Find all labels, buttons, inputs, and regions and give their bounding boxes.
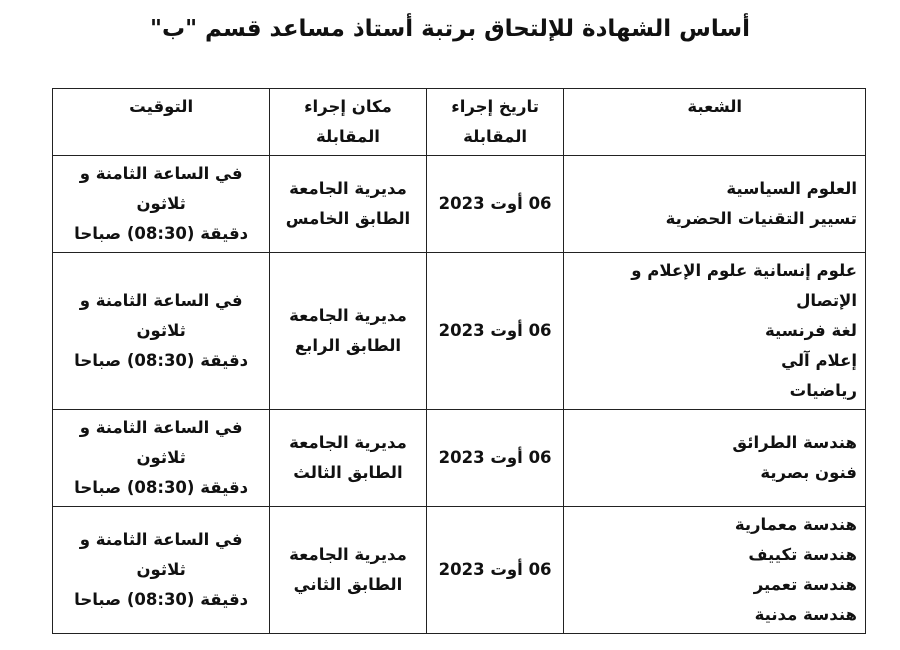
cell-branch-line: هندسة مدنية <box>754 605 857 624</box>
table-header-row <box>53 89 866 156</box>
cell-time <box>53 156 270 253</box>
cell-date: 06 أوت 2023 <box>426 507 564 634</box>
cell-branch-line: هندسة تكييف <box>748 545 857 564</box>
cell-time-line: في الساعة الثامنة و ثلاثون <box>79 530 243 579</box>
cell-branch <box>564 507 866 634</box>
cell-date: 06 أوت 2023 <box>426 253 564 410</box>
document-heading: أساس الشهادة للإلتحاق برتبة أستاذ مساعد قسم "ب" <box>149 16 751 42</box>
cell-branch-line: العلوم السياسية <box>726 179 857 198</box>
cell-time <box>53 410 270 507</box>
cell-place-line: الطابق الثاني <box>293 575 403 594</box>
cell-branch-line: هندسة معمارية <box>734 515 857 534</box>
cell-time-line: في الساعة الثامنة و ثلاثون <box>79 164 243 213</box>
cell-time-line: في الساعة الثامنة و ثلاثون <box>79 291 243 340</box>
cell-place-line: مديرية الجامعة <box>289 433 407 452</box>
cell-branch-line: رياضيات <box>789 381 857 400</box>
cell-time-line: دقيقة (08:30) صباحا <box>74 224 249 243</box>
interview-schedule-table <box>52 88 866 634</box>
cell-place-line: الطابق الخامس <box>285 209 411 228</box>
cell-time-line: دقيقة (08:30) صباحا <box>74 590 249 609</box>
cell-time-line: دقيقة (08:30) صباحا <box>74 478 249 497</box>
cell-branch-line: هندسة تعمير <box>753 575 857 594</box>
table-row <box>53 410 866 507</box>
cell-time-line: دقيقة (08:30) صباحا <box>74 351 249 370</box>
cell-place <box>270 507 426 634</box>
cell-branch <box>564 253 866 410</box>
cell-date: 06 أوت 2023 <box>426 410 564 507</box>
cell-date: 06 أوت 2023 <box>426 156 564 253</box>
cell-place <box>270 253 426 410</box>
cell-branch-line: فنون بصرية <box>760 463 857 482</box>
header-place: مكان إجراء المقابلة <box>270 89 426 156</box>
cell-place-line: الطابق الرابع <box>294 336 402 355</box>
table-row <box>53 507 866 634</box>
cell-time <box>53 507 270 634</box>
cell-branch-line: لغة فرنسية <box>764 321 857 340</box>
cell-branch <box>564 156 866 253</box>
cell-place-line: الطابق الثالث <box>293 463 403 482</box>
cell-branch-line: تسيير التقنيات الحضرية <box>665 209 857 228</box>
cell-place <box>270 156 426 253</box>
table-row <box>53 253 866 410</box>
cell-place <box>270 410 426 507</box>
header-date: تاريخ إجراء المقابلة <box>426 89 564 156</box>
cell-time-line: في الساعة الثامنة و ثلاثون <box>79 418 243 467</box>
table-body <box>53 156 866 634</box>
cell-branch-line: إعلام آلي <box>781 351 857 370</box>
cell-branch-line: هندسة الطرائق <box>732 433 857 452</box>
table-row <box>53 156 866 253</box>
header-time: التوقيت <box>53 89 270 156</box>
cell-branch <box>564 410 866 507</box>
header-branch: الشعبة <box>564 89 866 156</box>
cell-place-line: مديرية الجامعة <box>289 545 407 564</box>
cell-time <box>53 253 270 410</box>
cell-place-line: مديرية الجامعة <box>289 179 407 198</box>
cell-place-line: مديرية الجامعة <box>289 306 407 325</box>
cell-branch-line: علوم إنسانية علوم الإعلام و الإتصال <box>631 261 857 310</box>
